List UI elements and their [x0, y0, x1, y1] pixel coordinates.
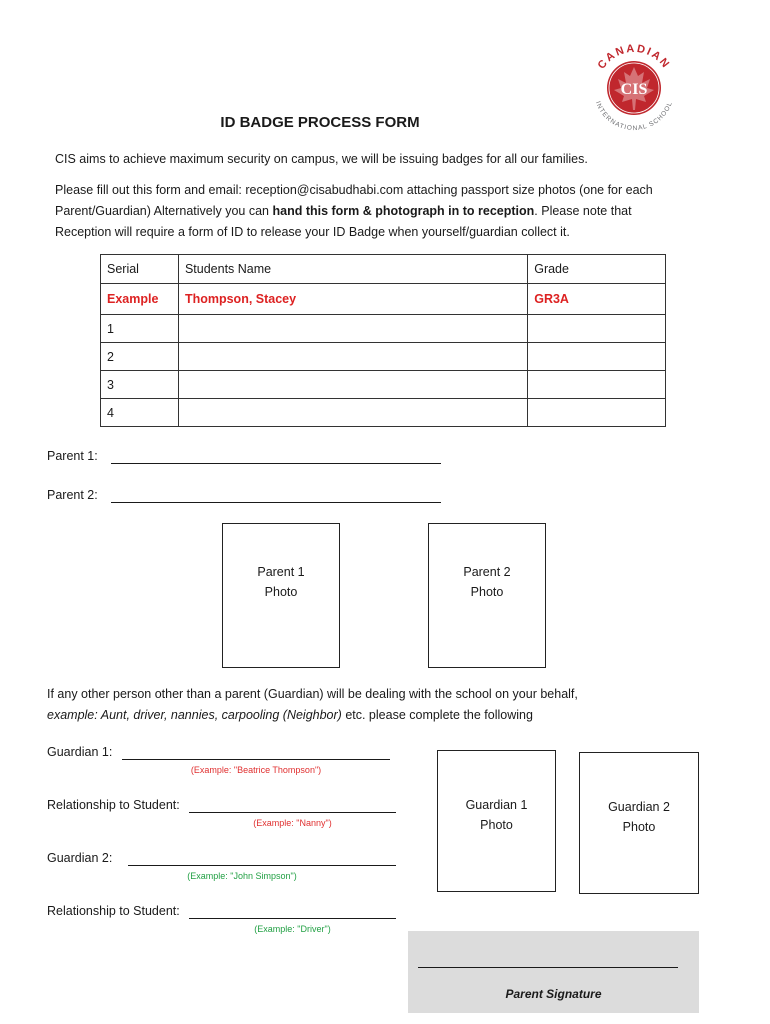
guardian2-photo-box[interactable]: Guardian 2 Photo — [579, 752, 699, 894]
student-name-cell[interactable] — [178, 315, 527, 343]
row-serial: 3 — [101, 371, 179, 399]
student-name-cell[interactable] — [178, 399, 527, 427]
relationship1-label: Relationship to Student: — [47, 798, 180, 812]
instructions-bold: hand this form & photograph in to reception — [272, 204, 535, 218]
guardian2-label: Guardian 2: — [47, 851, 113, 865]
signature-line[interactable] — [418, 967, 678, 968]
students-table — [100, 254, 666, 427]
form-title: ID BADGE PROCESS FORM — [220, 114, 420, 131]
grade-cell[interactable] — [528, 371, 666, 399]
relationship2-example: (Example: "Driver") — [254, 924, 331, 934]
parent2-field — [47, 488, 98, 502]
parent1-field — [47, 449, 98, 463]
row-serial: 2 — [101, 343, 179, 371]
guardian1-name-line[interactable] — [122, 747, 390, 760]
row-serial: 4 — [101, 399, 179, 427]
guardian2-example: (Example: "John Simpson") — [187, 871, 297, 881]
example-student-name: Thompson, Stacey — [178, 284, 527, 315]
table-row — [101, 343, 666, 371]
svg-text:CIS: CIS — [620, 81, 648, 98]
student-name-cell[interactable] — [178, 343, 527, 371]
grade-cell[interactable] — [528, 399, 666, 427]
intro-text: CIS aims to achieve maximum security on campus, we will be issuing badges for all our families. — [55, 152, 588, 166]
instructions — [55, 180, 695, 243]
table-example-row — [101, 284, 666, 315]
parent1-label: Parent 1: — [47, 449, 98, 463]
guardian1-photo-box[interactable]: Guardian 1 Photo — [437, 750, 556, 892]
grade-cell[interactable] — [528, 315, 666, 343]
instructions-line3: Reception will require a form of ID to release your ID Badge when yourself/guardian collect it. — [55, 225, 570, 239]
table-header-row — [101, 255, 666, 284]
row-serial: 1 — [101, 315, 179, 343]
guardian-intro — [47, 684, 727, 726]
signature-label: Parent Signature — [505, 987, 602, 1001]
guardian-intro-line2: example: Aunt, driver, nannies, carpooling (Neighbor) etc. please complete the following — [47, 708, 533, 722]
relationship1-example: (Example: "Nanny") — [253, 818, 332, 828]
instructions-line1: Please fill out this form and email: reception@cisabudhabi.com attaching passport size photos (one for each — [55, 183, 653, 197]
guardian1-label: Guardian 1: — [47, 745, 113, 759]
example-serial: Example — [101, 284, 179, 315]
parent2-label: Parent 2: — [47, 488, 98, 502]
instructions-line2: Parent/Guardian) Alternatively you can hand this form & photograph in to reception. Please note that — [55, 204, 632, 218]
parent1-photo-box[interactable]: Parent 1 Photo — [222, 523, 340, 668]
guardian1-example: (Example: "Beatrice Thompson") — [190, 765, 322, 775]
header-students-name: Students Name — [178, 255, 527, 284]
table-row — [101, 315, 666, 343]
svg-text:CANADIAN: CANADIAN — [595, 42, 673, 72]
header-grade: Grade — [528, 255, 666, 284]
table-row — [101, 371, 666, 399]
parent2-name-line[interactable] — [111, 490, 441, 503]
grade-cell[interactable] — [528, 343, 666, 371]
table-row — [101, 399, 666, 427]
relationship2-line[interactable] — [189, 906, 396, 919]
header-serial: Serial — [101, 255, 179, 284]
signature-box[interactable] — [408, 931, 699, 1013]
guardian2-name-line[interactable] — [128, 853, 396, 866]
example-grade: GR3A — [528, 284, 666, 315]
svg-text:INTERNATIONAL SCHOOL: INTERNATIONAL SCHOOL — [593, 100, 675, 133]
relationship2-label: Relationship to Student: — [47, 904, 180, 918]
student-name-cell[interactable] — [178, 371, 527, 399]
parent2-photo-box[interactable]: Parent 2 Photo — [428, 523, 546, 668]
relationship1-line[interactable] — [189, 800, 396, 813]
guardian-intro-line1: If any other person other than a parent (Guardian) will be dealing with the school on your behalf, — [47, 687, 578, 701]
parent1-name-line[interactable] — [111, 451, 441, 464]
